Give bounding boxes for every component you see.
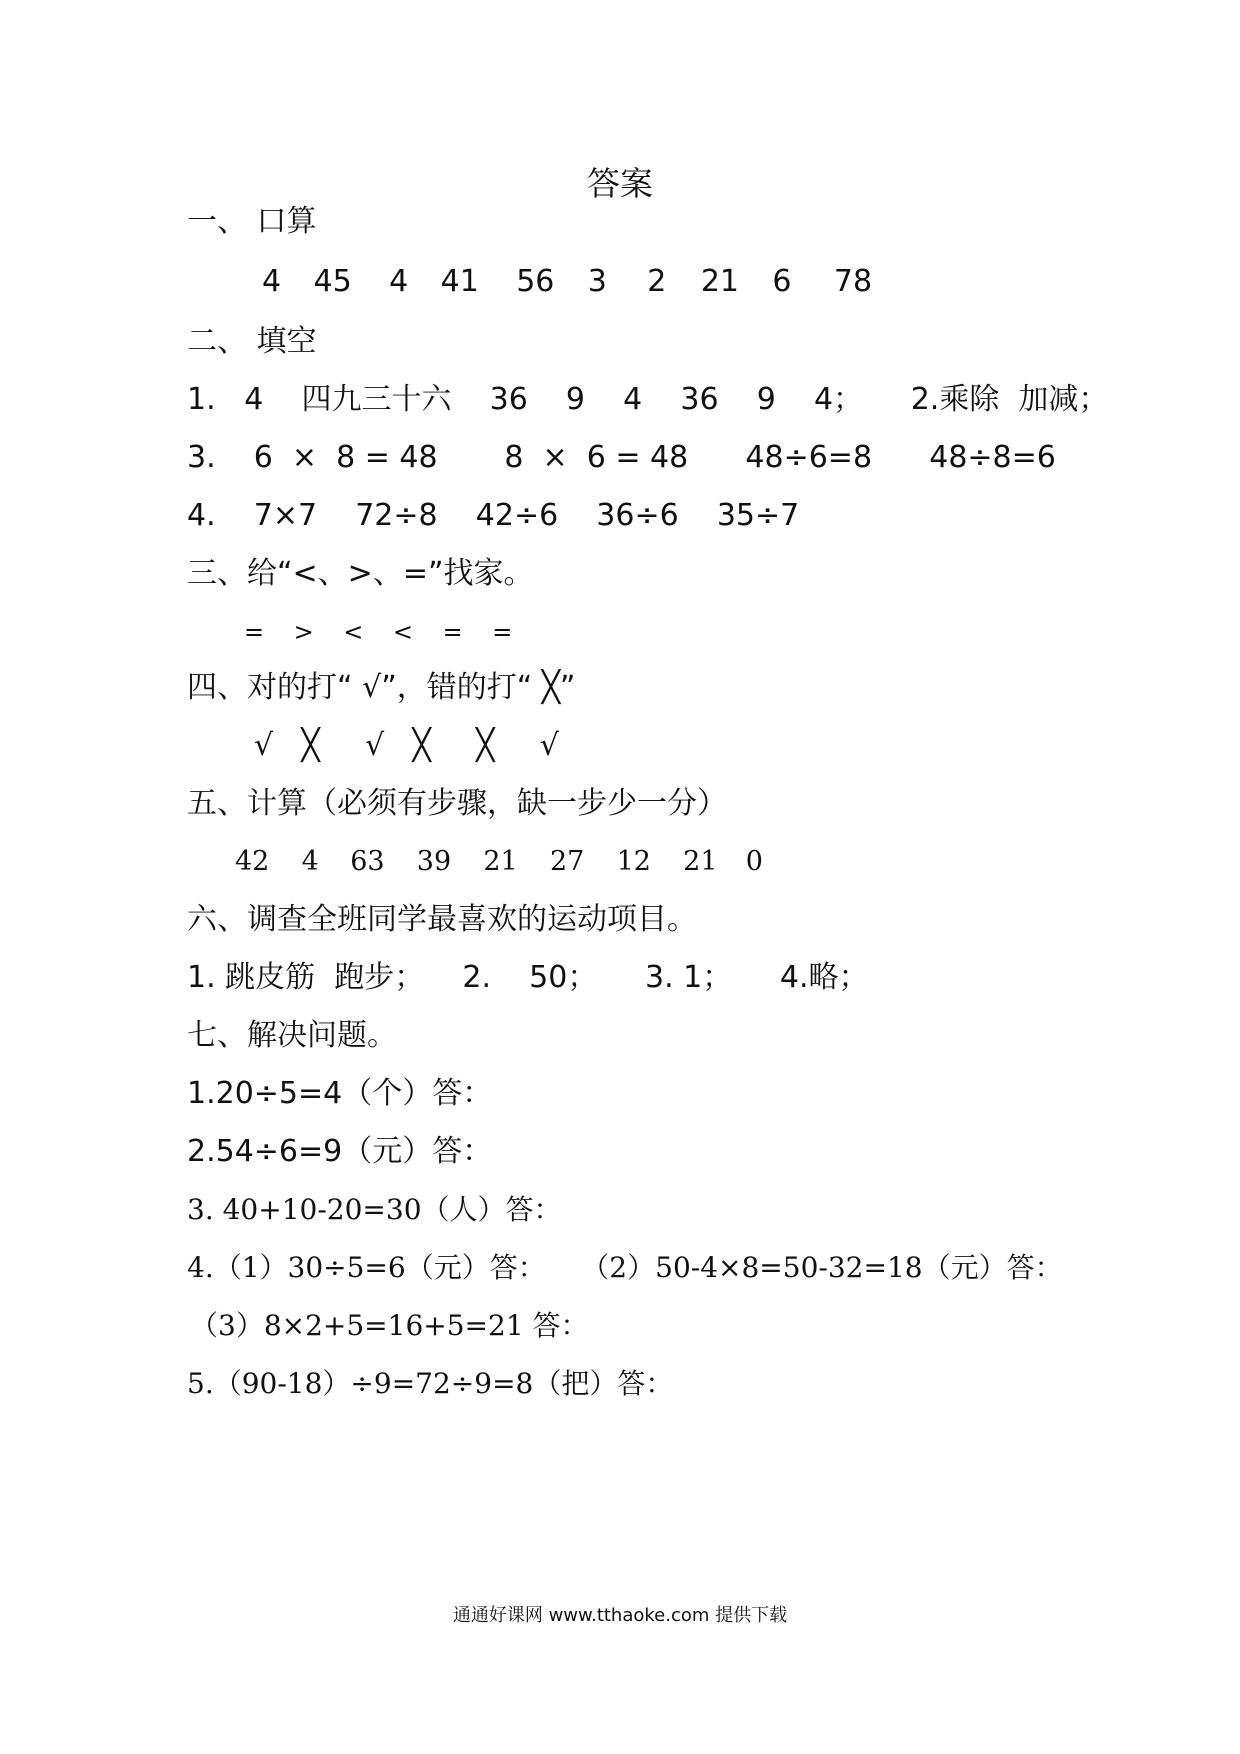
answer-item: < — [343, 618, 364, 646]
section-2-q1: 1. 4 四九三十六 36 9 4 36 9 4； 2.乘除 加减； — [187, 382, 1109, 417]
answer-item: 45 — [313, 264, 352, 299]
answer-item: 78 — [833, 264, 873, 299]
answer-item: = — [492, 618, 513, 646]
answer-item: √ — [254, 728, 274, 763]
answer-item: = — [244, 618, 265, 646]
answer-item: ╳ — [476, 728, 495, 763]
answer-item: 21 — [700, 264, 740, 299]
answer-item: < — [392, 618, 414, 646]
answer-item: 27 — [549, 846, 585, 877]
section-6-answer: 1. 跳皮筋 跑步； 2. 50； 3. 1； 4.略； — [187, 960, 869, 995]
section-2-heading: 二、 填空 — [187, 324, 317, 359]
page-title: 答案 — [587, 164, 653, 203]
section-7-answer-2: 2.54÷6=9（元）答： — [187, 1134, 493, 1169]
section-7-answer-3: 3. 40+10-20=30（人）答： — [187, 1193, 562, 1226]
section-3-answers — [244, 612, 512, 652]
answer-item: 21 — [683, 846, 718, 877]
answer-item: > — [293, 618, 314, 646]
answer-item: 39 — [416, 846, 452, 877]
answer-item: 3 — [587, 264, 607, 299]
answer-item: √ — [365, 728, 385, 763]
answer-item: 63 — [350, 846, 385, 877]
section-2-q3: 3. 6 × 8 = 48 8 × 6 = 48 48÷6=8 48÷8=6 — [187, 440, 1056, 475]
section-7-answer-1: 1.20÷5=4（个）答： — [187, 1076, 493, 1111]
answer-item: 0 — [745, 846, 763, 877]
section-1-answers — [262, 262, 872, 302]
section-4-heading: 四、对的打“ √”，错的打“ ╳” — [187, 670, 576, 705]
section-6-heading: 六、调查全班同学最喜欢的运动项目。 — [187, 902, 697, 937]
section-7-heading: 七、解决问题。 — [187, 1018, 397, 1053]
section-5-heading: 五、计算（必须有步骤，缺一步少一分） — [187, 786, 727, 821]
section-7-answer-4: 4.（1）30÷5=6（元）答： （2）50-4×8=50-32=18（元）答： — [187, 1251, 1063, 1284]
answer-item: 4 — [389, 264, 409, 299]
answer-item: ╳ — [412, 728, 431, 763]
section-3-heading: 三、给“<、>、=”找家。 — [187, 556, 534, 591]
answer-item: 4 — [262, 264, 282, 299]
section-7-answer-5: 5.（90-18）÷9=72÷9=8（把）答： — [187, 1367, 674, 1400]
answer-item: 41 — [440, 264, 479, 299]
section-1-heading: 一、 口算 — [187, 204, 317, 239]
answer-item: 56 — [516, 264, 555, 299]
footer-note: 通通好课网 www.tthaoke.com 提供下载 — [452, 1605, 788, 1626]
answer-item: 4 — [301, 846, 319, 877]
answer-item: 12 — [616, 846, 651, 877]
answer-item: 6 — [772, 264, 792, 299]
answer-item: 2 — [647, 264, 667, 299]
answer-item: √ — [539, 728, 559, 763]
answer-item: 42 — [235, 846, 270, 877]
section-2-q4: 4. 7×7 72÷8 42÷6 36÷6 35÷7 — [187, 498, 800, 533]
answer-item: ╳ — [301, 728, 320, 763]
section-5-answers — [235, 842, 763, 882]
section-4-answers — [254, 726, 559, 766]
answer-item: 21 — [483, 846, 518, 877]
section-7-answer-4-part-3: （3）8×2+5=16+5=21 答： — [190, 1309, 589, 1342]
answer-item: = — [442, 618, 463, 646]
